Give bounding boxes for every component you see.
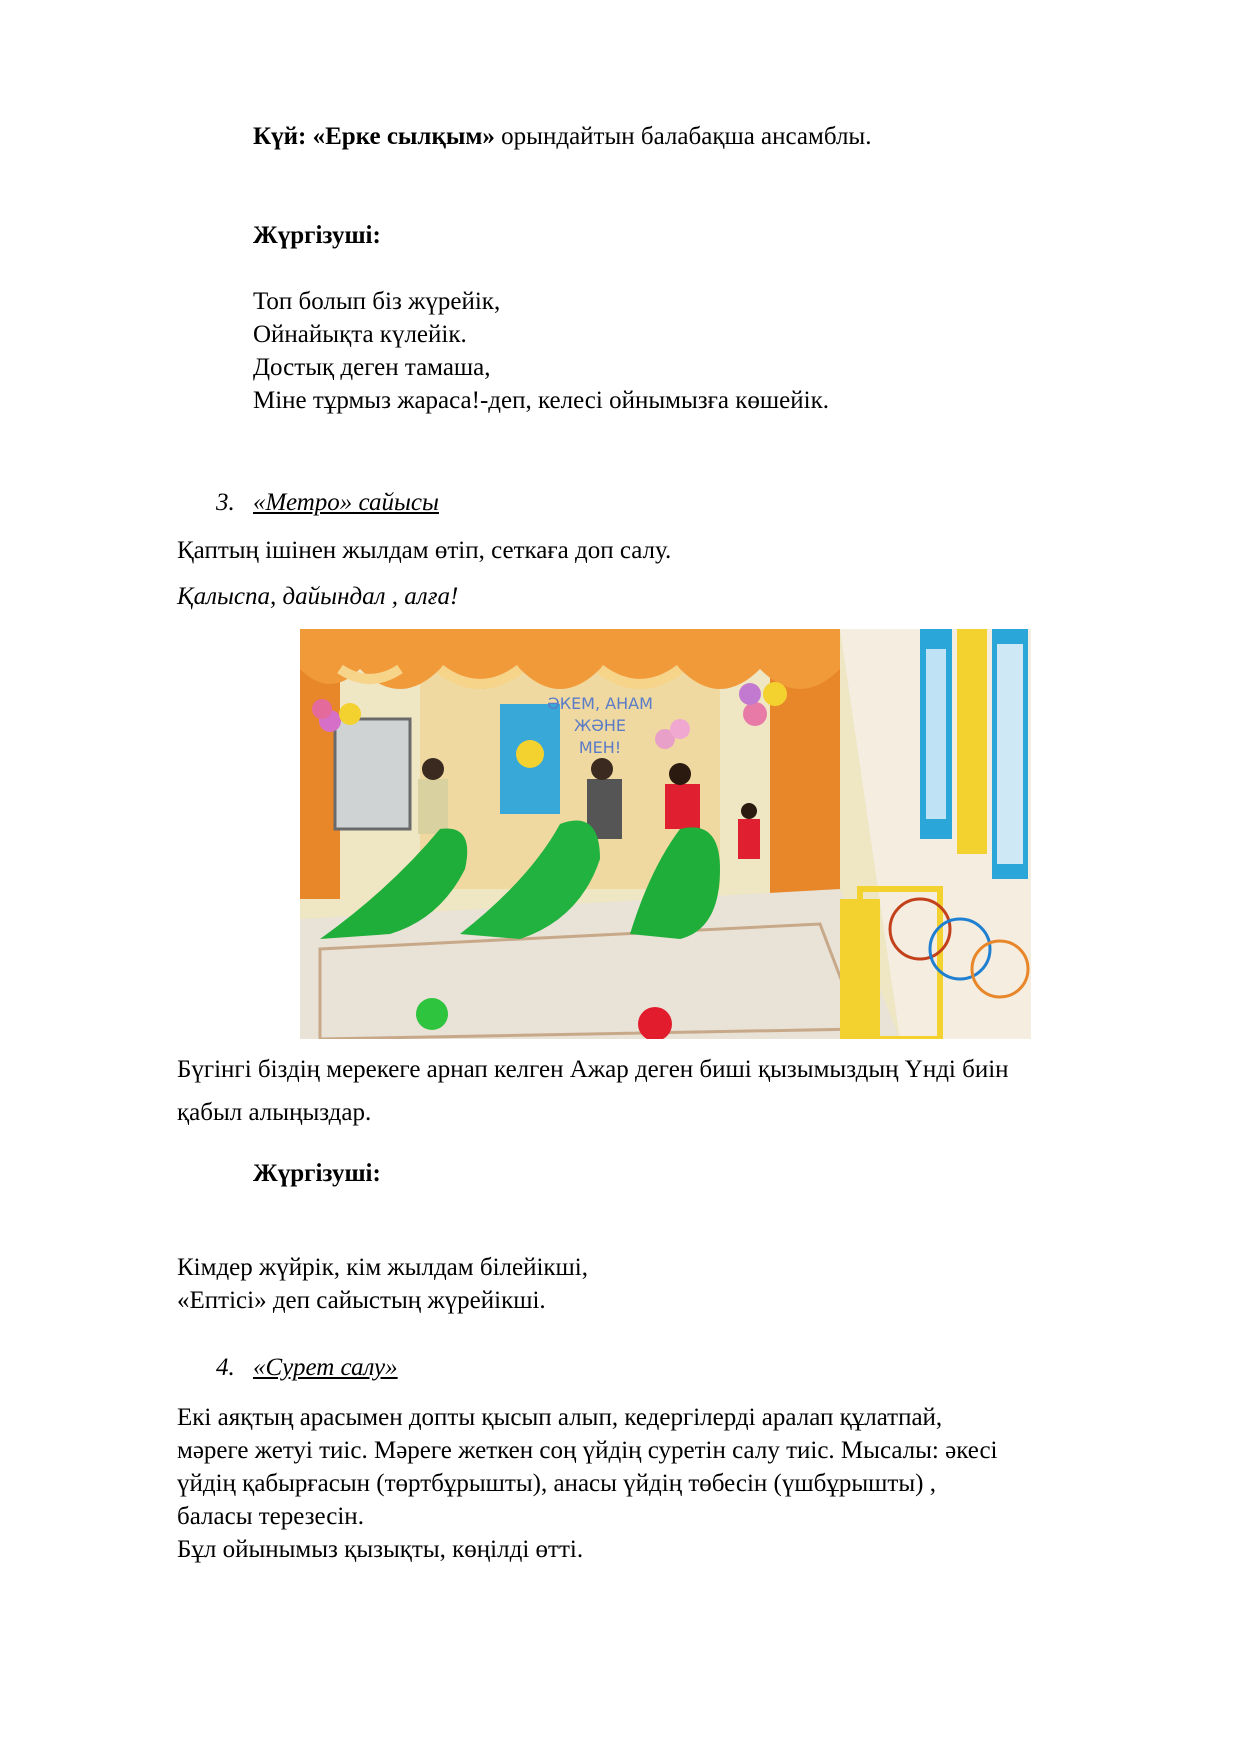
section-3-description: Қаптың ішінен жылдам өтіп, сеткаға доп салу.	[177, 537, 672, 564]
verse-line-2: Ойнайықта күлейік.	[253, 321, 467, 348]
section-4-line-4: баласы терезесін.	[177, 1503, 364, 1530]
banner-line-3: МЕН!	[578, 738, 622, 757]
section-3-number: 3.	[216, 489, 235, 516]
kui-line	[253, 120, 871, 153]
verse-line-1: Топ болып біз жүрейік,	[253, 288, 501, 315]
section-4-line-2: мәреге жетуі тиіс. Мәреге жеткен соң үйдің суретін салу тиіс. Мысалы: әкесі	[177, 1437, 998, 1464]
section-3-heading	[216, 486, 439, 519]
kui-label: Күй:	[253, 123, 307, 150]
banner-line-1: ӘКЕМ, АНАМ	[547, 694, 653, 713]
verse-line-4: Міне тұрмыз жараса!-деп, келесі ойнымызға көшейік.	[253, 387, 829, 414]
section-4-heading	[216, 1351, 398, 1384]
verse-line-3: Достық деген тамаша,	[253, 354, 491, 381]
section-4-line-5: Бұл ойынымыз қызықты, көңілді өтті.	[177, 1536, 584, 1563]
presenter-heading-2: Жүргізуші:	[253, 1160, 381, 1187]
section-4-line-3: үйдің қабырғасын (төртбұрышты), анасы үйдің төбесін (үшбұрышты) ,	[177, 1470, 936, 1497]
verse2-line-1: Кімдер жүйрік, кім жылдам білейікші,	[177, 1254, 588, 1281]
kui-title: «Ерке сылқым»	[312, 123, 495, 150]
verse2-line-2: «Ептісі» деп сайыстың жүрейікші.	[177, 1287, 546, 1314]
event-photo-illustration	[300, 629, 1031, 1039]
section-4-title: «Сурет салу»	[253, 1354, 398, 1381]
section-3-title: «Метро» сайысы	[253, 489, 439, 516]
presenter-heading-1: Жүргізуші:	[253, 222, 381, 249]
dance-line-2: қабыл алыңыздар.	[177, 1099, 372, 1126]
dance-line-1: Бүгінгі біздің мерекеге арнап келген Ажар деген биші қызымыздың Үнді биін	[177, 1056, 1009, 1083]
section-4-number: 4.	[216, 1354, 235, 1381]
kui-rest: орындайтын балабақша ансамблы.	[494, 123, 872, 150]
section-3-motto: Қалыспа, дайындал , алға!	[177, 583, 459, 610]
event-photo	[300, 629, 1031, 1039]
section-4-line-1: Екі аяқтың арасымен допты қысып алып, кедергілерді аралап құлатпай,	[177, 1404, 943, 1431]
banner-line-2: ЖӘНЕ	[574, 716, 626, 735]
